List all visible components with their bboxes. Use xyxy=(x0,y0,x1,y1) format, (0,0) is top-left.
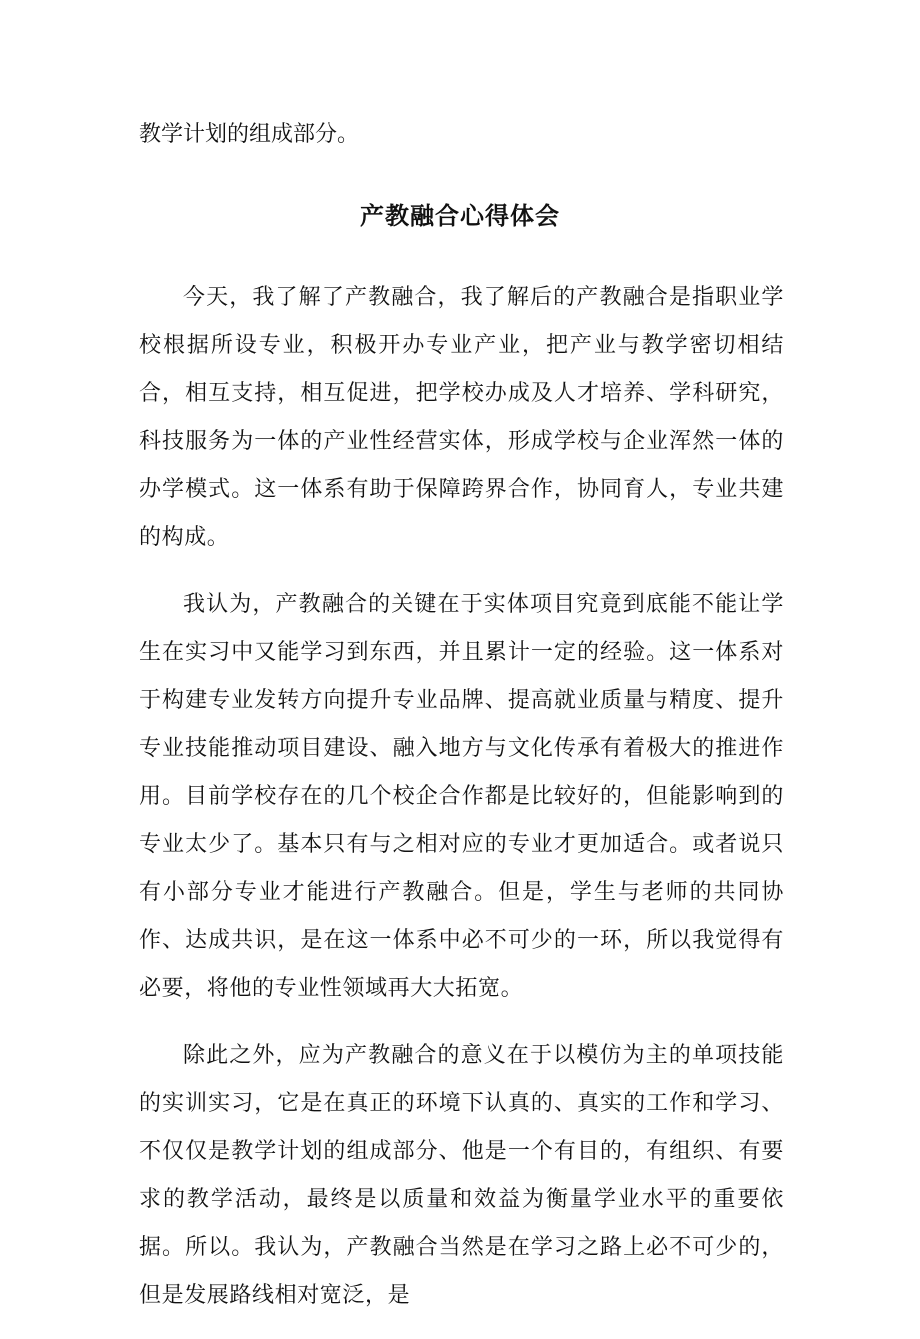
document-title: 产教融合心得体会 xyxy=(360,201,560,230)
continuation-line: 教学计划的组成部分。 xyxy=(139,122,360,147)
paragraph-3: 除此之外，应为产教融合的意义在于以模仿为主的单项技能的实训实习，它是在真正的环境下认真的、真实的工作和学习、不仅仅是教学计划的组成部分、他是一个有目的，有组织、有要求的教学活动，最终是以质量和效益为衡量学业水平的重要依据。所以。我认为，产教融合当然是在学习之路上必不可少的，但是发展路线相对宽泛，是 xyxy=(139,1043,784,1308)
paragraph-2: 我认为，产教融合的关键在于实体项目究竟到底能不能让学生在实习中又能学习到东西，并且累计一定的经验。这一体系对于构建专业发转方向提升专业品牌、提高就业质量与精度、提升专业技能推动项目建设、融入地方与文化传承有着极大的推进作用。目前学校存在的几个校企合作都是比较好的，但能影响到的专业太少了。基本只有与之相对应的专业才更加适合。或者说只有小部分专业才能进行产教融合。但是，学生与老师的共同协作、达成共识，是在这一体系中必不可少的一环，所以我觉得有必要，将他的专业性领域再大大拓宽。 xyxy=(139,592,784,1001)
body-text xyxy=(139,274,784,1339)
paragraph-1: 今天，我了解了产教融合，我了解后的产教融合是指职业学校根据所设专业，积极开办专业产业，把产业与教学密切相结合，相互支持，相互促进，把学校办成及人才培养、学科研究，科技服务为一体的产业性经营实体，形成学校与企业浑然一体的办学模式。这一体系有助于保障跨界合作，协同育人，专业共建的构成。 xyxy=(139,285,784,550)
